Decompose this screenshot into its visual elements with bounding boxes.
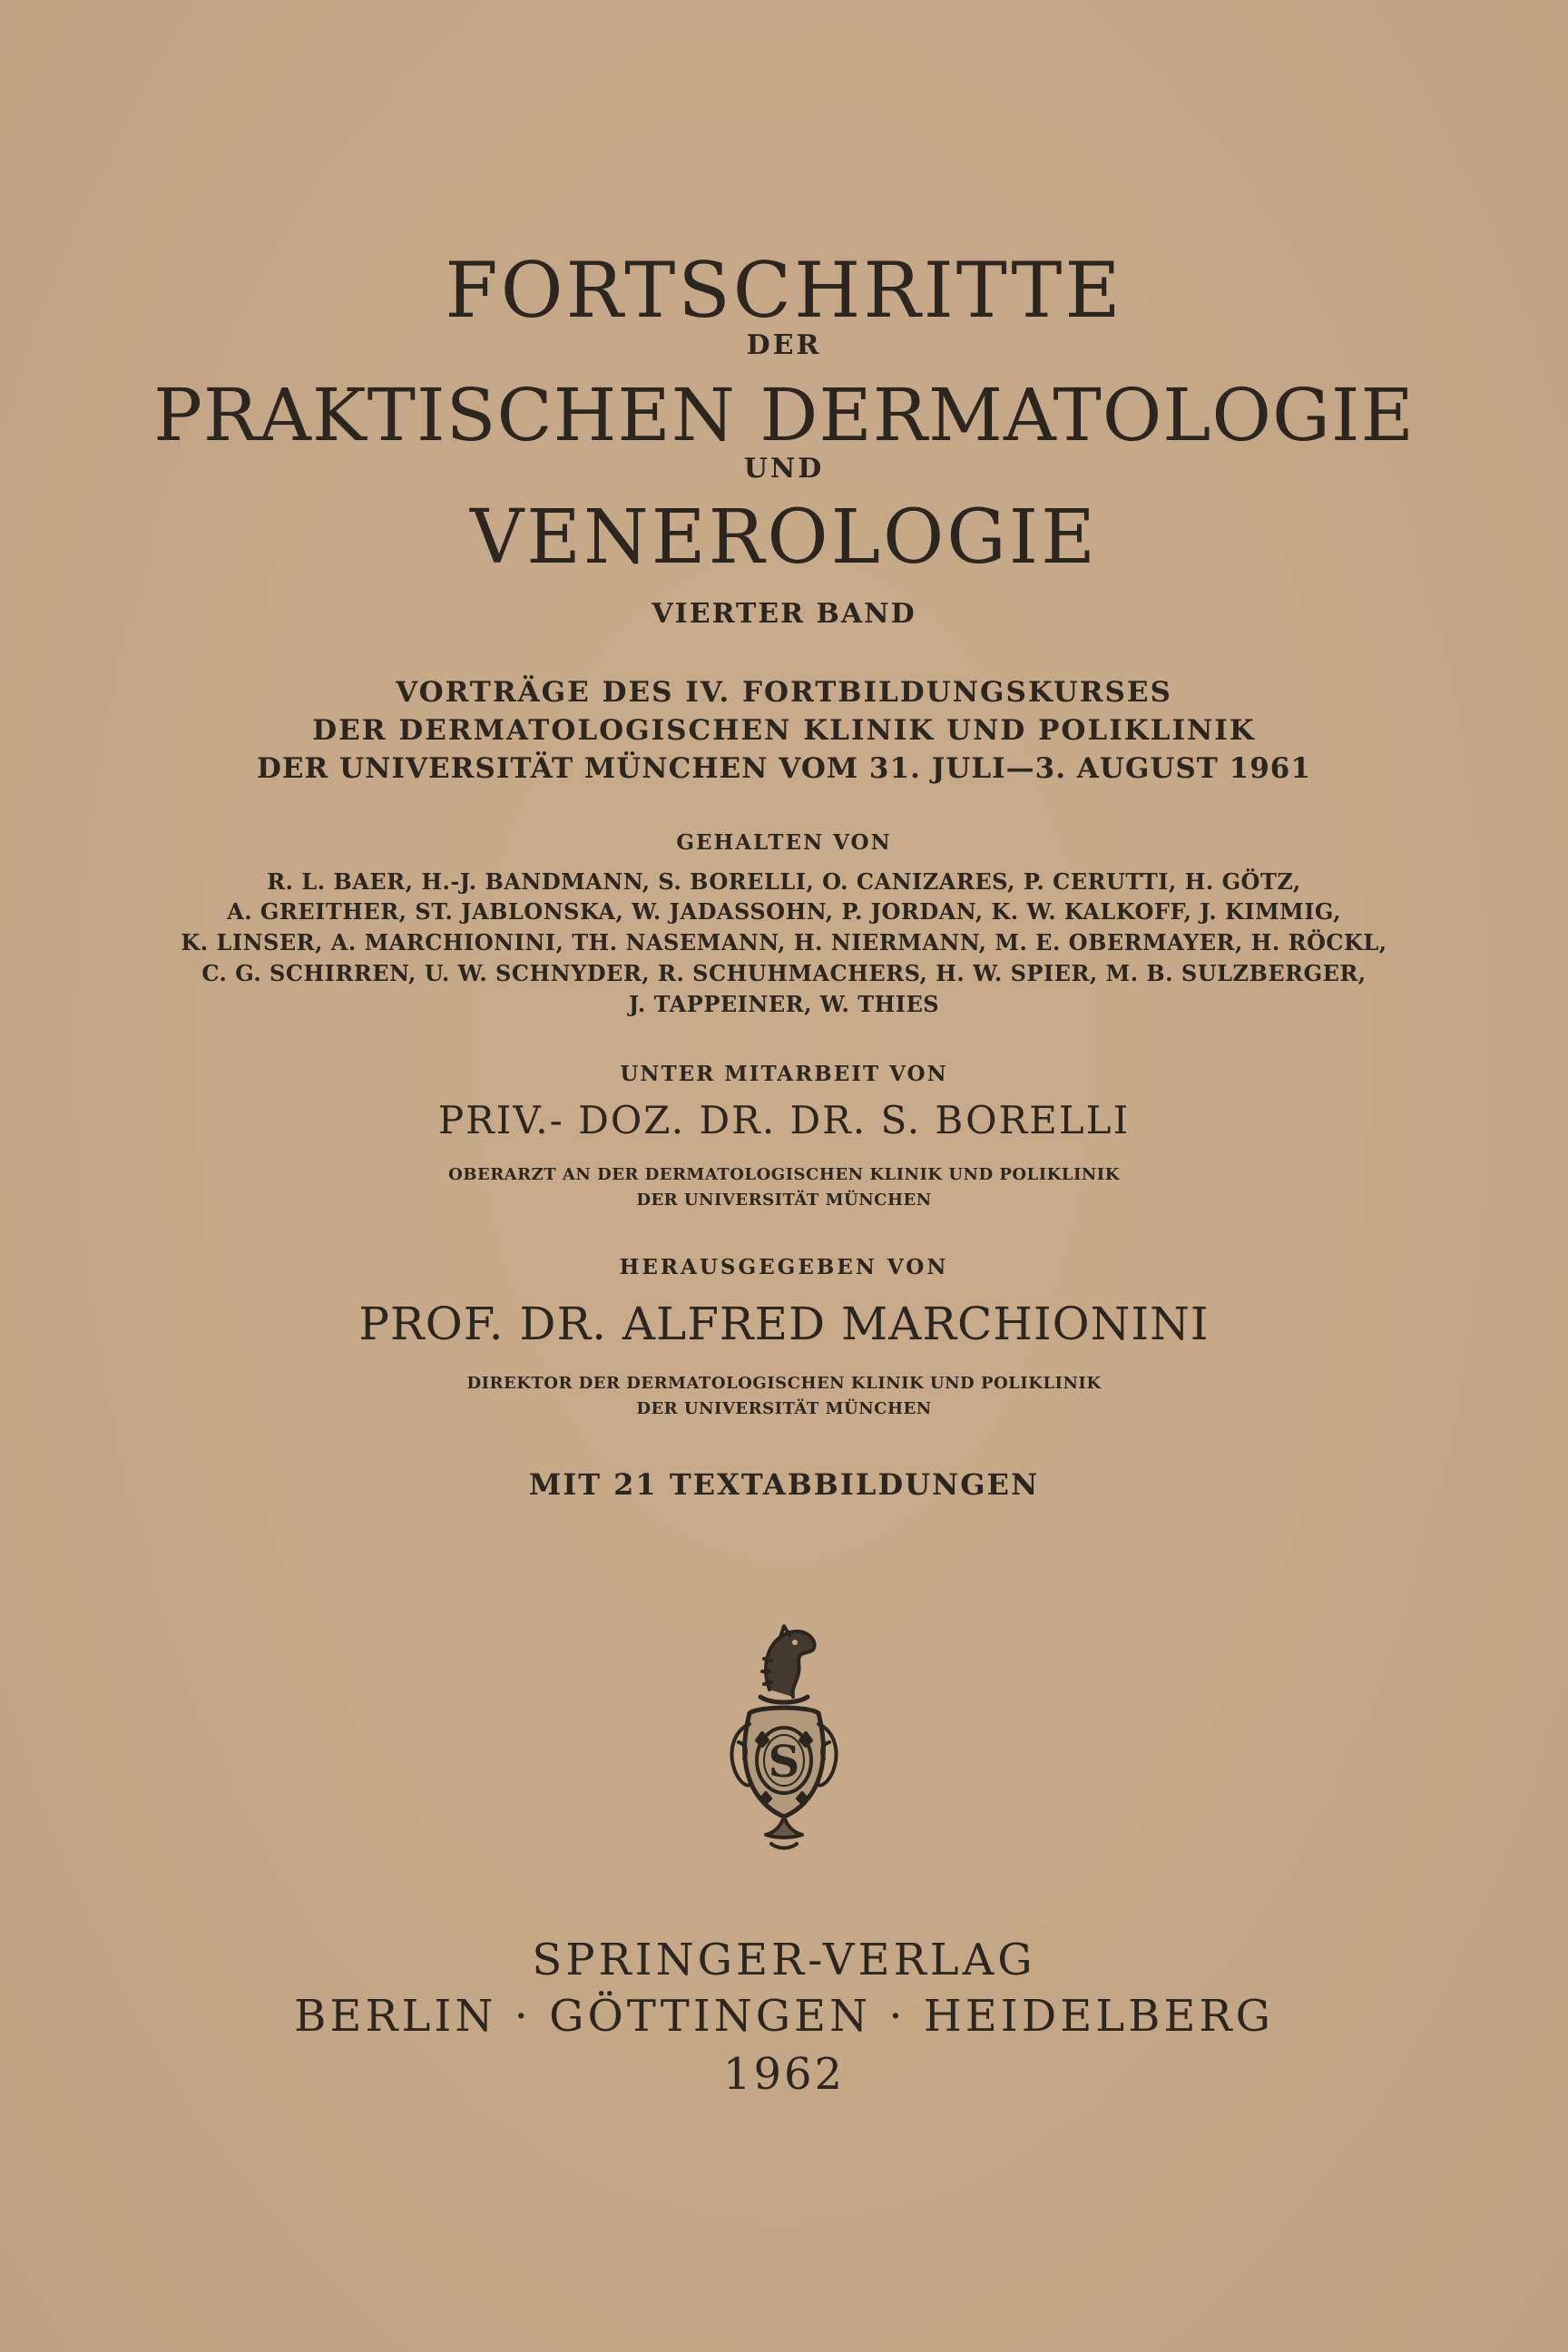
springer-knight-logo-icon	[693, 1606, 875, 1869]
publication-year: 1962	[722, 2049, 846, 2100]
logo-letter: S	[768, 1737, 800, 1788]
editor-name: PROF. DR. ALFRED MARCHIONINI	[358, 1298, 1210, 1350]
lectures-line-1: VORTRÄGE DES IV. FORTBILDUNGSKURSES	[396, 676, 1172, 709]
authors-line-4: C. G. SCHIRREN, U. W. SCHNYDER, R. SCHUHMACHERS, H. W. SPIER, M. B. SULZBERGER,	[201, 960, 1367, 986]
illustrations-note: MIT 21 TEXTABBILDUNGEN	[528, 1467, 1040, 1502]
publisher-name: SPRINGER-VERLAG	[532, 1935, 1036, 1985]
authors-line-1: R. L. BAER, H.-J. BANDMANN, S. BORELLI, O. CANIZARES, P. CERUTTI, H. GÖTZ,	[267, 868, 1301, 895]
authors-line-5: J. TAPPEINER, W. THIES	[628, 991, 940, 1017]
editor-label: HERAUSGEGEBEN VON	[619, 1255, 949, 1279]
publisher-cities: BERLIN · GÖTTINGEN · HEIDELBERG	[294, 1991, 1274, 2042]
collaboration-label: UNTER MITARBEIT VON	[620, 1062, 948, 1086]
authors-line-2: A. GREITHER, ST. JABLONSKA, W. JADASSOHN, P. JORDAN, K. W. KALKOFF, J. KIMMIG,	[227, 898, 1341, 925]
collaborator-name: PRIV.- DOZ. DR. DR. S. BORELLI	[437, 1098, 1131, 1142]
title-line-fortschritte: FORTSCHRITTE	[445, 246, 1123, 335]
held-by-label: GEHALTEN VON	[676, 830, 892, 855]
editor-role-line-2: DER UNIVERSITÄT MÜNCHEN	[636, 1399, 932, 1418]
lectures-line-3: DER UNIVERSITÄT MÜNCHEN VOM 31. JULI—3. AUGUST 1961	[257, 752, 1311, 785]
authors-line-3: K. LINSER, A. MARCHIONINI, TH. NASEMANN, H. NIERMANN, M. E. OBERMAYER, H. RÖCKL,	[181, 929, 1387, 956]
title-line-der: DER	[746, 329, 822, 361]
title-line-praktischen-dermatologie: PRAKTISCHEN DERMATOLOGIE	[153, 373, 1415, 457]
editor-role-line-1: DIREKTOR DER DERMATOLOGISCHEN KLINIK UND POLIKLINIK	[466, 1374, 1102, 1393]
title-line-und: UND	[743, 453, 825, 485]
volume-label: VIERTER BAND	[652, 598, 916, 630]
collaborator-role-line-1: OBERARZT AN DER DERMATOLOGISCHEN KLINIK UND POLIKLINIK	[448, 1165, 1120, 1184]
title-line-venerologie: VENEROLOGIE	[469, 495, 1099, 581]
collaborator-role-line-2: DER UNIVERSITÄT MÜNCHEN	[636, 1191, 932, 1210]
lectures-line-2: DER DERMATOLOGISCHEN KLINIK UND POLIKLINIK	[312, 714, 1256, 747]
